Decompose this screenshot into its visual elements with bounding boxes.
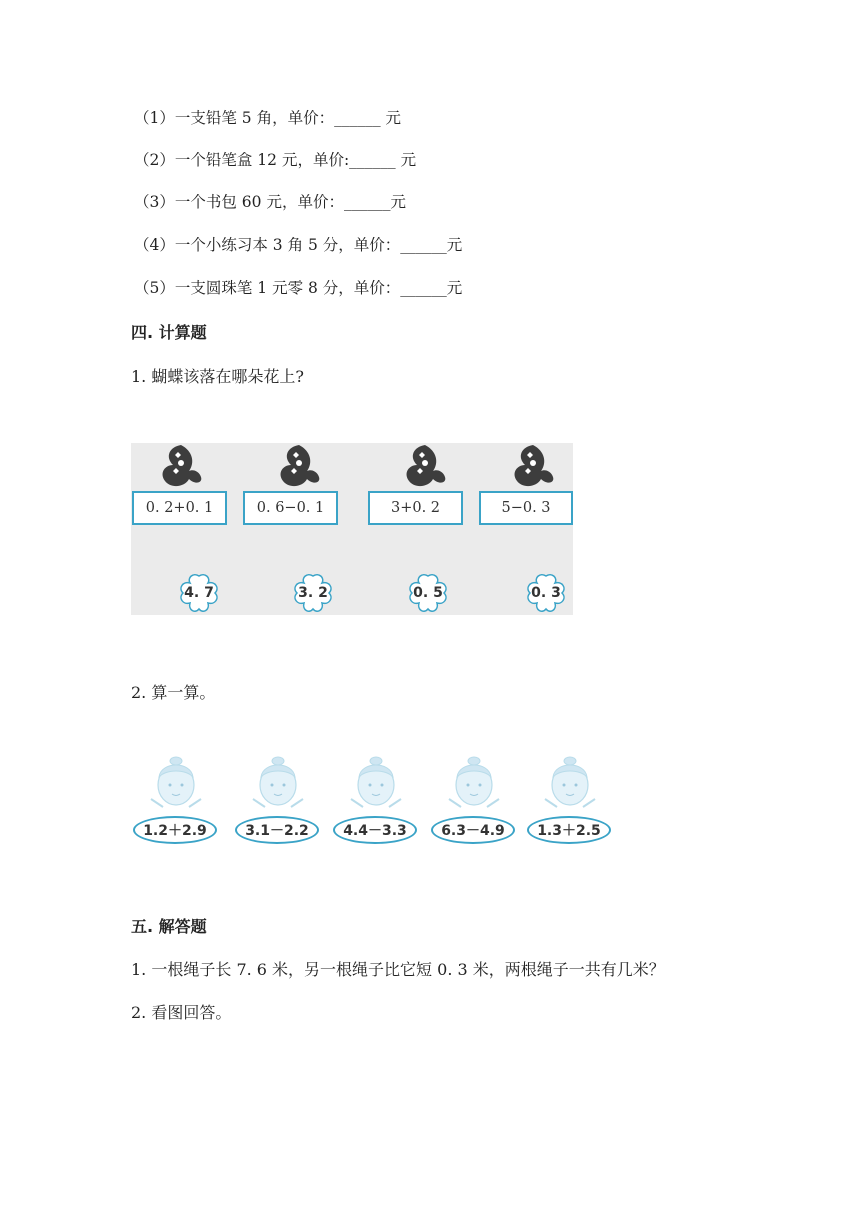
flower-answer <box>291 572 335 614</box>
question-rope: 1. 一根绳子长 7. 6 米，另一根绳子比它短 0. 3 米，两根绳子一共有几米？ <box>131 960 665 979</box>
question-calculate: 2. 算一算。 <box>131 683 216 702</box>
question-look-at-picture: 2. 看图回答。 <box>131 1003 232 1022</box>
girl-expression-item <box>331 755 421 850</box>
flower-value: 0. 3 <box>531 585 561 601</box>
butterfly-flower-figure <box>131 443 573 615</box>
flower-answer <box>406 572 450 614</box>
expression-oval: 3.1－2.2 <box>235 816 319 844</box>
section-heading-word-problems: 五. 解答题 <box>131 917 207 936</box>
butterfly-expression-box: 0. 2+0. 1 <box>132 491 227 525</box>
butterfly-icon <box>151 443 203 493</box>
flower-answer <box>524 572 568 614</box>
fill-blank-item-1: （1）一支铅笔 5 角，单价：______ 元 <box>134 109 402 127</box>
expression-oval: 4.4－3.3 <box>333 816 417 844</box>
girl-expression-item <box>233 755 323 850</box>
butterfly-icon <box>269 443 321 493</box>
fill-blank-item-4: （4）一个小练习本 3 角 5 分，单价：______元 <box>134 236 463 254</box>
girl-face-icon <box>131 755 221 817</box>
fill-blank-item-3: （3）一个书包 60 元，单价：______元 <box>134 193 406 211</box>
girl-face-icon <box>525 755 615 817</box>
butterfly-icon <box>395 443 447 493</box>
girl-face-icon <box>429 755 519 817</box>
girl-expression-item <box>525 755 615 850</box>
girl-face-icon <box>233 755 323 817</box>
expression-oval: 1.2＋2.9 <box>133 816 217 844</box>
question-butterfly: 1. 蝴蝶该落在哪朵花上? <box>131 367 304 386</box>
butterfly-icon <box>503 443 555 493</box>
girl-expression-figure <box>131 755 615 850</box>
butterfly-expression-box: 3+0. 2 <box>368 491 463 525</box>
girl-expression-item <box>429 755 519 850</box>
flower-value: 3. 2 <box>298 585 328 601</box>
girl-face-icon <box>331 755 421 817</box>
flower-answer <box>177 572 221 614</box>
butterfly-expression-box: 5−0. 3 <box>479 491 573 525</box>
section-heading-calculation: 四. 计算题 <box>131 323 207 342</box>
flower-value: 4. 7 <box>184 585 214 601</box>
expression-oval: 1.3＋2.5 <box>527 816 611 844</box>
butterfly-expression-box: 0. 6−0. 1 <box>243 491 338 525</box>
fill-blank-item-5: （5）一支圆珠笔 1 元零 8 分，单价：______元 <box>134 279 463 297</box>
flower-value: 0. 5 <box>413 585 443 601</box>
fill-blank-item-2: （2）一个铅笔盒 12 元，单价:______ 元 <box>134 151 417 169</box>
expression-oval: 6.3－4.9 <box>431 816 515 844</box>
girl-expression-item <box>131 755 221 850</box>
